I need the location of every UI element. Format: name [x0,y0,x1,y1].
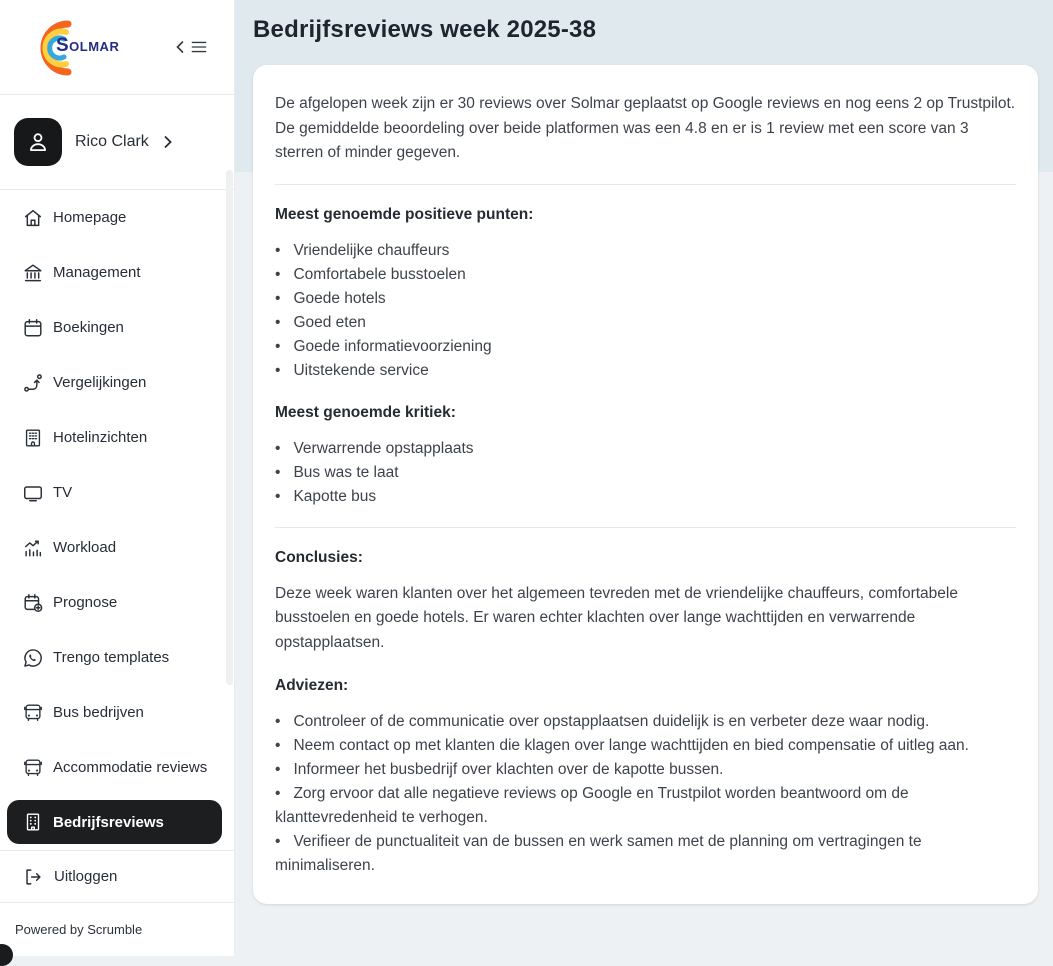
conclusions-paragraph: Deze week waren klanten over het algemeen tevreden met de vriendelijke chauffeurs, comfortabele busstoelen en goede hotels. Er waren echter klachten over lange wachttijden en verwarrende opstapplaatsen. [275,584,958,651]
sidebar-item-homepage[interactable] [7,190,222,245]
powered-by: Powered by Scrumble [15,921,143,937]
logout-icon [22,866,44,888]
sidebar-nav [0,190,234,850]
list-item: • Controleer of de communicatie over opstapplaatsen duidelijk is en verbeter deze waar nodig. [275,710,1016,734]
sidebar-item-boekingen[interactable] [7,300,222,355]
sidebar-collapse-button[interactable] [174,37,210,57]
chevron-left-icon [174,39,186,55]
list-item: • Neem contact op met klanten die klagen over lange wachttijden en bied compensatie of uitleg aan. [275,734,1016,758]
sidebar-scrollbar[interactable] [226,170,233,685]
list-item: • Goede hotels [275,287,1016,311]
positive-points-heading: Meest genoemde positieve punten: [275,205,534,223]
compare-icon [22,372,44,394]
nav-label: Vergelijkingen [53,374,147,391]
sidebar [0,0,235,956]
avatar [14,118,62,166]
logout-label: Uitloggen [54,868,118,885]
sidebar-item-bedrijfsreviews[interactable] [7,800,222,844]
building-icon [22,811,44,833]
nav-label: Accommodatie reviews [53,759,208,776]
list-item: • Kapotte bus [275,485,1016,509]
logout-button[interactable] [0,850,234,903]
bus-icon [22,757,44,779]
list-item: • Goede informatievoorziening [275,335,1016,359]
logo-text: Solmar [56,35,120,56]
critique-list [275,437,1016,509]
profile-row[interactable] [0,95,234,190]
list-item: • Verifieer de punctualiteit van de bussen en werk samen met de planning om vertragingen te minimaliseren. [275,830,1016,878]
hotel-icon [22,427,44,449]
critique-heading: Meest genoemde kritiek: [275,403,456,421]
bus-icon [22,702,44,724]
profile-name: Rico Clark [75,133,149,150]
calendar-plus-icon [22,592,44,614]
list-item: • Bus was te laat [275,461,1016,485]
list-item: • Goed eten [275,311,1016,335]
nav-label: Bus bedrijven [53,704,144,721]
sidebar-item-workload[interactable] [7,520,222,575]
sidebar-item-tv[interactable] [7,465,222,520]
nav-label: Prognose [53,594,118,611]
nav-label: TV [53,484,73,501]
sidebar-item-management[interactable] [7,245,222,300]
solmar-logo [30,14,138,80]
sidebar-item-accommodatie-reviews[interactable] [7,740,222,795]
home-icon [22,207,44,229]
calendar-icon [22,317,44,339]
list-item: • Verwarrende opstapplaats [275,437,1016,461]
list-item: • Vriendelijke chauffeurs [275,239,1016,263]
nav-label: Workload [53,539,117,556]
hamburger-menu-icon [188,37,210,57]
positive-points-list [275,239,1016,383]
nav-label: Trengo templates [53,649,170,666]
advice-heading: Adviezen: [275,676,349,694]
conclusions-heading: Conclusies: [275,548,363,566]
sidebar-item-hotelinzichten[interactable] [7,410,222,465]
advice-list [275,710,1016,878]
nav-label: Hotelinzichten [53,429,148,446]
whatsapp-icon [22,647,44,669]
logo-row [0,0,234,95]
nav-label: Boekingen [53,319,124,336]
divider [275,527,1016,528]
sidebar-item-prognose[interactable] [7,575,222,630]
list-item: • Comfortabele busstoelen [275,263,1016,287]
sidebar-item-trengo-templates[interactable] [7,630,222,685]
list-item: • Informeer het busbedrijf over klachten over de kapotte bussen. [275,758,1016,782]
sidebar-item-bus-bedrijven[interactable] [7,685,222,740]
page-title: Bedrijfsreviews week 2025-38 [253,16,597,43]
divider [275,184,1016,185]
review-summary-card [253,65,1038,904]
bank-icon [22,262,44,284]
tv-icon [22,482,44,504]
user-icon [25,129,51,155]
nav-label: Bedrijfsreviews [53,813,164,831]
nav-label: Management [53,264,141,281]
intro-paragraph: De afgelopen week zijn er 30 reviews over Solmar geplaatst op Google reviews en nog eens 2 op Trustpilot. De gemiddelde beoordeling over beide platformen was een 4.8 en er is 1 review met een score van 3 sterren of minder gegeven. [275,95,1016,162]
list-item: • Zorg ervoor dat alle negatieve reviews op Google en Trustpilot worden beantwoord om de klanttevredenheid te verhogen. [275,782,1016,830]
chevron-right-icon[interactable] [161,134,175,150]
chart-icon [22,537,44,559]
list-item: • Uitstekende service [275,359,1016,383]
nav-label: Homepage [53,209,127,226]
sidebar-item-vergelijkingen[interactable] [7,355,222,410]
main-content [235,0,1053,956]
